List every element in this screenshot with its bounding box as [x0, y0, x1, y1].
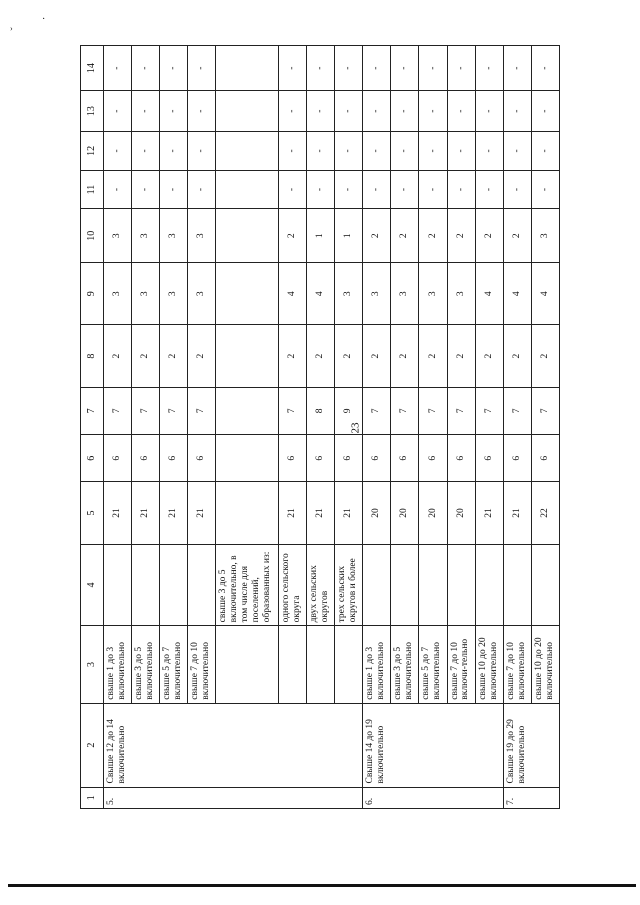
value-cell: 21 — [503, 482, 531, 544]
column-header: 1 — [81, 787, 104, 808]
value-cell: - — [363, 170, 391, 209]
area-range — [216, 626, 278, 703]
value-cell: 7 — [391, 387, 419, 434]
district-composition — [447, 544, 475, 626]
value-cell: 7 — [278, 387, 306, 434]
value-cell: 21 — [132, 482, 160, 544]
column-header: 7 — [81, 387, 104, 434]
value-cell — [216, 482, 278, 544]
district-composition — [531, 544, 559, 626]
table-body — [81, 46, 560, 809]
value-cell: - — [419, 91, 447, 132]
area-range: свыше 10 до 20 включительно — [475, 626, 503, 703]
district-composition — [160, 544, 188, 626]
table-row — [475, 46, 503, 809]
column-header: 2 — [81, 703, 104, 787]
value-cell: - — [306, 170, 334, 209]
value-cell: 6 — [475, 435, 503, 482]
value-cell: 6 — [391, 435, 419, 482]
value-cell — [216, 209, 278, 263]
value-cell: - — [132, 132, 160, 171]
value-cell: 3 — [335, 263, 363, 325]
table-row — [503, 46, 531, 809]
value-cell: 1 — [306, 209, 334, 263]
area-range: свыше 3 до 5 включительно — [132, 626, 160, 703]
value-cell: 6 — [419, 435, 447, 482]
value-cell: 2 — [419, 325, 447, 387]
value-cell: 2 — [335, 325, 363, 387]
value-cell: 4 — [531, 263, 559, 325]
value-cell: 6 — [335, 435, 363, 482]
value-cell: 6 — [104, 435, 132, 482]
group-index: 6. — [363, 787, 504, 808]
value-cell: 3 — [104, 209, 132, 263]
district-composition: свыше 3 до 5 включительно, в том числе для поселений, образованных из: — [216, 544, 278, 626]
value-cell: - — [335, 170, 363, 209]
value-cell: 2 — [188, 325, 216, 387]
value-cell: - — [160, 132, 188, 171]
value-cell: 8 — [306, 387, 334, 434]
table-row — [391, 46, 419, 809]
value-cell: 7 — [188, 387, 216, 434]
value-cell: - — [503, 170, 531, 209]
value-cell: - — [419, 170, 447, 209]
table-row — [160, 46, 188, 809]
value-cell — [216, 132, 278, 171]
value-cell: 6 — [160, 435, 188, 482]
value-cell — [216, 263, 278, 325]
table-row — [306, 46, 334, 809]
value-cell: - — [278, 132, 306, 171]
scan-mark: › — [10, 24, 13, 33]
header-row — [81, 46, 104, 809]
value-cell: - — [531, 46, 559, 91]
table-row — [419, 46, 447, 809]
value-cell: - — [278, 170, 306, 209]
value-cell: - — [531, 91, 559, 132]
table-row — [188, 46, 216, 809]
value-cell: 2 — [104, 325, 132, 387]
value-cell: 2 — [160, 325, 188, 387]
district-composition — [104, 544, 132, 626]
district-composition — [188, 544, 216, 626]
district-composition — [391, 544, 419, 626]
value-cell: 2 — [475, 325, 503, 387]
value-cell: 3 — [531, 209, 559, 263]
value-cell: 2 — [278, 325, 306, 387]
column-header: 13 — [81, 91, 104, 132]
value-cell: 2 — [278, 209, 306, 263]
value-cell: 4 — [278, 263, 306, 325]
value-cell: - — [391, 170, 419, 209]
value-cell: 3 — [188, 209, 216, 263]
value-cell: 2 — [363, 209, 391, 263]
value-cell: - — [363, 46, 391, 91]
value-cell — [216, 325, 278, 387]
group-index: 7. — [503, 787, 559, 808]
value-cell: 3 — [188, 263, 216, 325]
value-cell: 2 — [447, 209, 475, 263]
value-cell: - — [306, 91, 334, 132]
value-cell: - — [391, 46, 419, 91]
column-header: 9 — [81, 263, 104, 325]
value-cell: 4 — [503, 263, 531, 325]
value-cell: - — [104, 91, 132, 132]
area-range: свыше 10 до 20 включительно — [531, 626, 559, 703]
value-cell: 2 — [503, 209, 531, 263]
table-row — [104, 46, 132, 809]
value-cell: 21 — [188, 482, 216, 544]
area-range: свыше 7 до 10 включительно — [503, 626, 531, 703]
population-range: Свыше 12 до 14 включительно — [104, 703, 363, 787]
value-cell: 7 — [160, 387, 188, 434]
value-cell: - — [132, 46, 160, 91]
value-cell: 7 — [531, 387, 559, 434]
value-cell: 3 — [160, 263, 188, 325]
value-cell: - — [188, 170, 216, 209]
value-cell: - — [475, 170, 503, 209]
value-cell: - — [503, 132, 531, 171]
value-cell: 7 — [132, 387, 160, 434]
value-cell: - — [475, 132, 503, 171]
value-cell: - — [475, 91, 503, 132]
bottom-rule — [8, 884, 636, 887]
value-cell: - — [335, 132, 363, 171]
value-cell: - — [132, 91, 160, 132]
value-cell: 6 — [132, 435, 160, 482]
value-cell: - — [278, 46, 306, 91]
table-row — [278, 46, 306, 809]
value-cell: - — [447, 91, 475, 132]
area-range — [306, 626, 334, 703]
value-cell: 2 — [132, 325, 160, 387]
value-cell: - — [419, 132, 447, 171]
table-row — [335, 46, 363, 809]
value-cell: 2 — [475, 209, 503, 263]
value-cell — [216, 435, 278, 482]
area-range — [335, 626, 363, 703]
value-cell: 20 — [447, 482, 475, 544]
value-cell: - — [531, 170, 559, 209]
value-cell: 3 — [391, 263, 419, 325]
value-cell: 7 — [363, 387, 391, 434]
column-header: 5 — [81, 482, 104, 544]
value-cell: - — [160, 170, 188, 209]
value-cell: 6 — [363, 435, 391, 482]
value-cell: 3 — [132, 209, 160, 263]
value-cell: - — [391, 91, 419, 132]
area-range: свыше 3 до 5 включительно — [391, 626, 419, 703]
value-cell: 3 — [132, 263, 160, 325]
value-cell: - — [363, 91, 391, 132]
value-cell: 21 — [104, 482, 132, 544]
value-cell: 3 — [363, 263, 391, 325]
table-row — [363, 46, 391, 809]
value-cell: - — [447, 132, 475, 171]
value-cell: - — [104, 46, 132, 91]
district-composition — [363, 544, 391, 626]
rotated-table-container — [80, 45, 560, 809]
area-range: свыше 7 до 10 включи-тельно — [447, 626, 475, 703]
district-composition: двух сельских округов — [306, 544, 334, 626]
table-row — [132, 46, 160, 809]
area-range: свыше 5 до 7 включительно — [160, 626, 188, 703]
value-cell: - — [306, 46, 334, 91]
column-header: 14 — [81, 46, 104, 91]
area-range: свыше 5 до 7 включительно — [419, 626, 447, 703]
column-header: 6 — [81, 435, 104, 482]
population-range: Свыше 19 до 29 включительно — [503, 703, 559, 787]
value-cell — [216, 46, 278, 91]
value-cell: 21 — [306, 482, 334, 544]
value-cell: 2 — [419, 209, 447, 263]
group-index: 5. — [104, 787, 363, 808]
value-cell: - — [160, 91, 188, 132]
area-range: свыше 1 до 3 включительно — [104, 626, 132, 703]
value-cell: - — [160, 46, 188, 91]
value-cell: 2 — [391, 209, 419, 263]
value-cell: - — [363, 132, 391, 171]
value-cell: - — [188, 132, 216, 171]
value-cell: 7 — [419, 387, 447, 434]
table-row — [531, 46, 559, 809]
value-cell: 6 — [531, 435, 559, 482]
value-cell: - — [188, 46, 216, 91]
value-cell: 4 — [475, 263, 503, 325]
table-row — [216, 46, 278, 809]
district-composition — [132, 544, 160, 626]
value-cell: - — [475, 46, 503, 91]
column-header: 8 — [81, 325, 104, 387]
value-cell: 21 — [278, 482, 306, 544]
value-cell: 3 — [447, 263, 475, 325]
value-cell: - — [188, 91, 216, 132]
value-cell: 2 — [503, 325, 531, 387]
value-cell: 21 — [475, 482, 503, 544]
value-cell: 3 — [419, 263, 447, 325]
value-cell: - — [447, 46, 475, 91]
value-cell: 20 — [419, 482, 447, 544]
value-cell: - — [104, 170, 132, 209]
table-row — [447, 46, 475, 809]
population-range: Свыше 14 до 19 включительно — [363, 703, 504, 787]
value-cell: 9 — [335, 387, 363, 434]
document-table-area — [80, 45, 560, 809]
value-cell: - — [391, 132, 419, 171]
value-cell: - — [306, 132, 334, 171]
district-composition — [475, 544, 503, 626]
value-cell: 20 — [363, 482, 391, 544]
value-cell: 3 — [104, 263, 132, 325]
district-composition: трех сельских округов и более — [335, 544, 363, 626]
value-cell: 6 — [447, 435, 475, 482]
value-cell: 7 — [104, 387, 132, 434]
column-header: 4 — [81, 544, 104, 626]
value-cell: 21 — [335, 482, 363, 544]
value-cell: - — [419, 46, 447, 91]
value-cell: 4 — [306, 263, 334, 325]
value-cell: 21 — [160, 482, 188, 544]
district-composition — [419, 544, 447, 626]
value-cell: 7 — [475, 387, 503, 434]
value-cell: - — [278, 91, 306, 132]
value-cell: - — [503, 46, 531, 91]
value-cell: 3 — [160, 209, 188, 263]
page-number: 23 — [349, 422, 362, 434]
value-cell: 6 — [188, 435, 216, 482]
district-composition — [503, 544, 531, 626]
value-cell: - — [335, 46, 363, 91]
value-cell: 7 — [503, 387, 531, 434]
value-cell: 20 — [391, 482, 419, 544]
value-cell: - — [335, 91, 363, 132]
value-cell: 2 — [447, 325, 475, 387]
norms-table — [80, 45, 560, 809]
value-cell: - — [503, 91, 531, 132]
value-cell: - — [132, 170, 160, 209]
value-cell: 1 — [335, 209, 363, 263]
area-range — [278, 626, 306, 703]
column-header: 3 — [81, 626, 104, 703]
scan-mark: · — [42, 14, 46, 25]
value-cell: 6 — [503, 435, 531, 482]
value-cell: 22 — [531, 482, 559, 544]
value-cell — [216, 387, 278, 434]
value-cell — [216, 170, 278, 209]
value-cell: 2 — [531, 325, 559, 387]
column-header: 12 — [81, 132, 104, 171]
district-composition: одного сельского округа — [278, 544, 306, 626]
value-cell: 6 — [278, 435, 306, 482]
value-cell — [216, 91, 278, 132]
value-cell: - — [104, 132, 132, 171]
area-range: свыше 1 до 3 включительно — [363, 626, 391, 703]
value-cell: 7 — [447, 387, 475, 434]
column-header: 11 — [81, 170, 104, 209]
column-header: 10 — [81, 209, 104, 263]
value-cell: 2 — [391, 325, 419, 387]
value-cell: 2 — [306, 325, 334, 387]
value-cell: - — [447, 170, 475, 209]
value-cell: 6 — [306, 435, 334, 482]
value-cell: - — [531, 132, 559, 171]
area-range: свыше 7 до 10 включительно — [188, 626, 216, 703]
value-cell: 2 — [363, 325, 391, 387]
